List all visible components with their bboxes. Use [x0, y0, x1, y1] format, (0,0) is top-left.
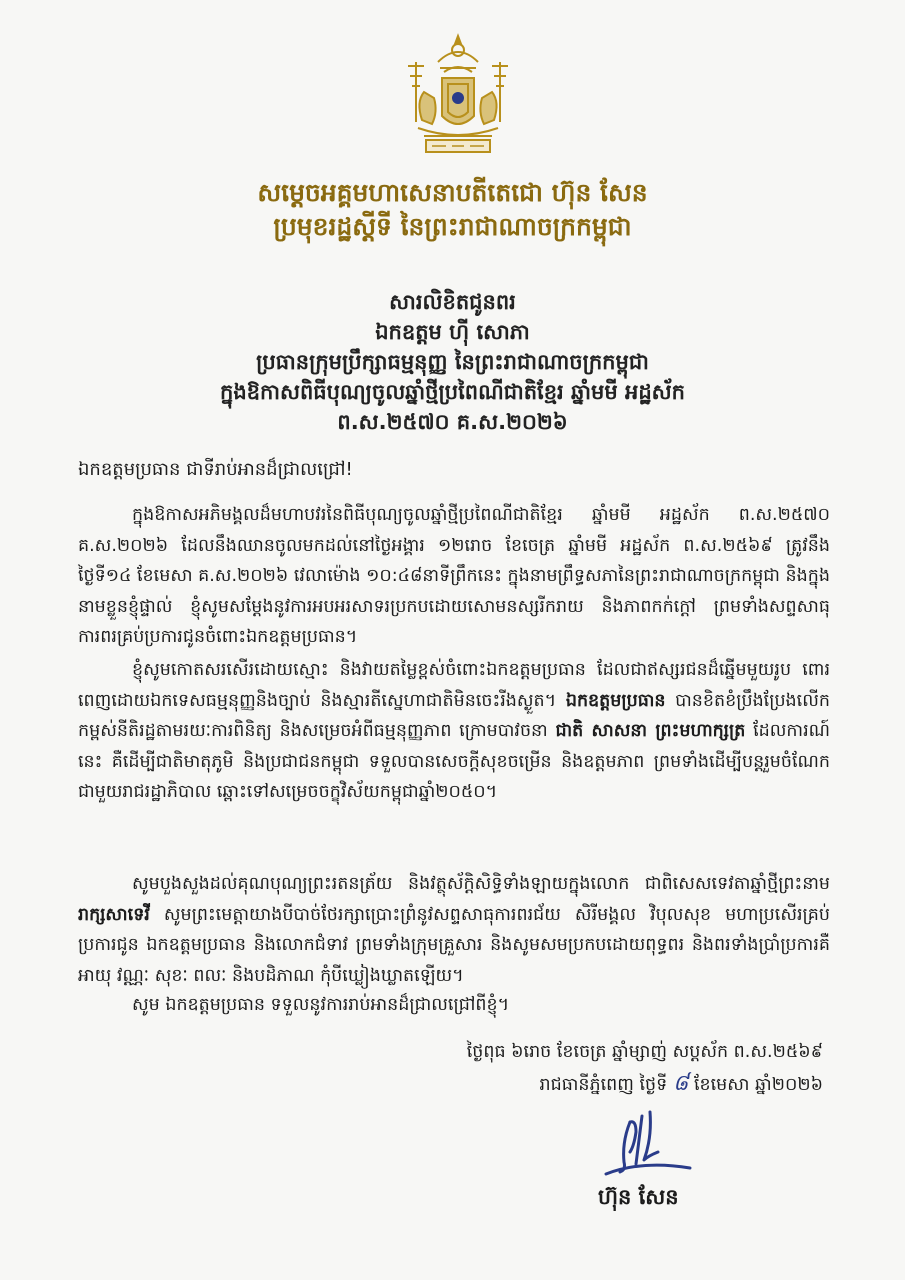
letter-heading	[0, 287, 905, 437]
date-line-2-prefix: រាជធានីភ្នំពេញ ថ្ងៃទី	[539, 1075, 673, 1095]
handwritten-signature-icon	[592, 1102, 702, 1182]
salutation: ឯកឧត្តមប្រធាន ជាទីរាប់អានដ៏ជ្រាលជ្រៅ!	[78, 459, 353, 480]
date-line-2	[539, 1068, 823, 1101]
paragraph-1	[78, 500, 830, 653]
paragraph-2	[78, 655, 830, 808]
handwritten-day: ៨	[672, 1071, 689, 1096]
paragraph-4-text: សូម ឯកឧត្តមប្រធាន ទទួលនូវការរាប់អានដ៏ជ្រាលជ្រៅពីខ្ញុំ។	[132, 995, 510, 1015]
heading-line-5: ព.ស.២៥៧០ គ.ស.២០២៦	[337, 410, 568, 434]
sender-title: ប្រមុខរដ្ឋស្តីទី នៃព្រះរាជាណាចក្រកម្ពុជា	[273, 212, 632, 241]
sender-name: សម្តេចអគ្គមហាសេនាបតីតេជោ ហ៊ុន សែន	[257, 178, 648, 207]
date-line-1: ថ្ងៃពុធ ៦រោច ខែចេត្រ ឆ្នាំម្សាញ់ សប្តស័ក ព.ស.២៥៦៩	[466, 1042, 823, 1062]
heading-line-4: ក្នុងឱកាសពិធីបុណ្យចូលឆ្នាំថ្មីប្រពៃណីជាតិខ្មែរ ឆ្នាំមមី អដ្ឋស័ក	[220, 380, 685, 404]
royal-coat-of-arms-icon	[398, 32, 518, 164]
heading-line-3: ប្រធានក្រុមប្រឹក្សាធម្មនុញ្ញ នៃព្រះរាជាណាចក្រកម្ពុជា	[256, 350, 649, 374]
paragraph-4	[78, 990, 830, 1021]
paragraph-2-text-a: ខ្ញុំសូមកោតសរសើរដោយស្មោះ និងវាយតម្លៃខ្ពស់ចំពោះឯកឧត្តមប្រធាន ដែលជាឥស្សរជនដ៏ឆ្នើមមួយរូប ពោរពេញដោយឯកទេសធម្មនុញ្ញនិងច្បាប់ និងស្មារតីស្នេហាជាតិមិនចេះរីងស្ងួត។	[78, 660, 830, 711]
paragraph-2-bold-a: ឯកឧត្តមប្រធាន	[565, 690, 666, 711]
paragraph-3-deity-name: រាក្សសាទេវី	[78, 904, 150, 925]
paragraph-3-text-c: សូមព្រះមេត្តាយាងបីបាច់ថែរក្សាប្រោះព្រំនូវសព្ទសាធុការពរជ័យ សិរីមង្គល វិបុលសុខ មហាប្រសើរគ្រប់ប្រការជូន ឯកឧត្តមប្រធាន និងលោកជំទាវ ព្រមទាំងក្រុមគ្រួសារ និងសូមសមប្រកបដោយពុទ្ធពរ និងពរទាំងប្រាំប្រការគឺ អាយុ វណ្ណៈ សុខៈ ពលៈ និងបដិភាណ កុំបីឃ្លៀងឃ្លាតឡើយ។	[78, 904, 830, 986]
paragraph-3	[78, 869, 830, 991]
heading-line-2: ឯកឧត្តម ហ៊ី សោភា	[375, 320, 530, 344]
paragraph-2-motto: ជាតិ សាសនា ព្រះមហាក្សត្រ	[555, 721, 746, 741]
signer-name: ហ៊ុន សែន	[598, 1185, 679, 1209]
paragraph-2-text-e: ដែលការណ៍នេះ គឺដើម្បីជាតិមាតុភូមិ និងប្រជាជនកម្ពុជា ទទួលបានសេចក្តីសុខចម្រើន និងឧត្តមភាព ព្រមទាំងដើម្បីបន្តរួមចំណែកជាមួយរាជរដ្ឋាភិបាល ឆ្ពោះទៅសម្រេចចក្ខុវិស័យកម្ពុជាឆ្នាំ២០៥០។	[78, 721, 830, 802]
heading-line-1: សារលិខិតជូនពរ	[389, 290, 516, 314]
sender-block	[0, 176, 905, 244]
paragraph-1-text: ក្នុងឱកាសអភិមង្គលដ៏មហាបវរនៃពិធីបុណ្យចូលឆ្នាំថ្មីប្រពៃណីជាតិខ្មែរ ឆ្នាំមមី អដ្ឋស័ក ព.ស.២៥៧០ គ.ស.២០២៦ ដែលនឹងឈានចូលមកដល់នៅថ្ងៃអង្គារ ១២រោច ខែចេត្រ ឆ្នាំមមី អដ្ឋស័ក ព.ស.២៥៦៩ ត្រូវនឹងថ្ងៃទី១៤ ខែមេសា គ.ស.២០២៦ វេលាម៉ោង ១០:៤៨នាទីព្រឹកនេះ ក្នុងនាមព្រឹទ្ធសភានៃព្រះរាជាណាចក្រកម្ពុជា និងក្នុងនាមខ្លួនខ្ញុំផ្ទាល់ ខ្ញុំសូមសម្តែងនូវការអបអរសាទរប្រកបដោយសោមនស្សរីករាយ និងភាពកក់ក្តៅ ព្រមទាំងសព្ទសាធុការពរគ្រប់ប្រការជូនចំពោះឯកឧត្តមប្រធាន។	[78, 505, 830, 647]
date-line-2-suffix: ខែមេសា ឆ្នាំ២០២៦	[688, 1075, 823, 1095]
paragraph-2-text-c: បានខិតខំប្រឹងប្រែងលើកកម្ពស់នីតិរដ្ឋតាមរយៈការពិនិត្យ និងសម្រេចអំពីធម្មនុញ្ញភាព ក្រោមបាវចនា	[78, 690, 830, 741]
paragraph-3-text-a: សូមបួងសួងដល់គុណបុណ្យព្រះរតនត្រ័យ និងវត្ថុស័ក្តិសិទ្ធិទាំងឡាយក្នុងលោក ជាពិសេសទេវតាឆ្នាំថ្មីព្រះនាម	[132, 874, 830, 894]
